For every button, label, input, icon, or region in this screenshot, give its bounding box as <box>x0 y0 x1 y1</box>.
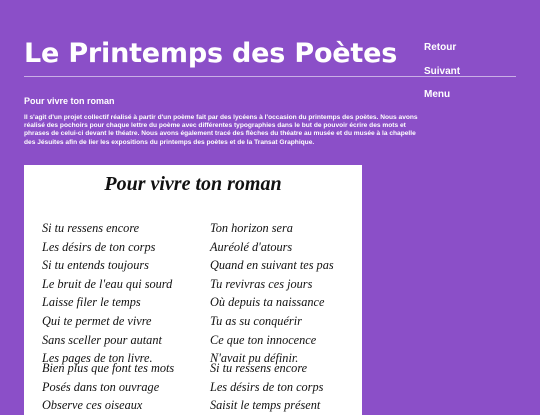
poem-stanza <box>42 219 172 368</box>
poem-line: Tu revivras ces jours <box>210 276 313 291</box>
poem-line: Les pages de ton livre. <box>42 351 153 366</box>
nav-link-suivant[interactable]: Suivant <box>424 66 461 77</box>
poem-line: Le bruit de l'eau qui sourd <box>42 276 173 291</box>
nav-link-retour[interactable]: Retour <box>424 42 457 53</box>
poem-stanza <box>210 219 334 368</box>
poem-line: Saisit le temps présent <box>210 398 321 413</box>
poem-image <box>24 165 362 415</box>
page-heading: Pour vivre ton roman <box>24 96 115 106</box>
site-title: Le Printemps des Poètes <box>24 38 398 69</box>
poem-title: Pour vivre ton roman <box>104 173 282 195</box>
poem-line: Si tu entends toujours <box>42 258 149 273</box>
poem-stanza <box>210 359 323 415</box>
poem-line: Les désirs de ton corps <box>210 379 324 394</box>
poem-line: Auréolé d'atours <box>210 239 293 254</box>
poem-line: Si tu ressens encore <box>210 361 308 375</box>
poem-line: Laisse filer le temps <box>42 295 141 310</box>
poem-stanza <box>42 359 174 415</box>
nav-link-menu[interactable]: Menu <box>424 89 451 100</box>
poem-line: Ce que ton innocence <box>210 332 317 347</box>
poem-line: Posés dans ton ouvrage <box>42 379 160 394</box>
poem-line: Si tu ressens encore <box>42 221 140 235</box>
poem-line: N'avait pu définir. <box>210 351 299 366</box>
poem-line: Tu as su conquérir <box>210 313 302 328</box>
intro-paragraph: Il s'agit d'un projet collectif réalisé à partir d'un poème fait par des lycéens à l'occasion du printemps des poètes. Nous avons réalisé des pochoirs pour chaque lettre du poème avec différentes typographies dans le but de pouvoir écrire des mots et phrases de celui-ci devant le théatre. Nous avons également tracé des flèches du théatre au musée et du musée à la chapelle des Jésuites afin de lier les expositions du printemps des poètes et de la Transat Graphique. <box>24 114 418 146</box>
poem-line: Les désirs de ton corps <box>42 239 156 254</box>
poem-line: Où depuis ta naissance <box>210 295 325 310</box>
poem-line: Quand en suivant tes pas <box>210 258 334 273</box>
poem-line: Sans sceller pour autant <box>42 332 162 347</box>
poem-line: Bien plus que font tes mots <box>42 361 175 375</box>
poem-line: Ton horizon sera <box>210 221 293 235</box>
poem-line: Qui te permet de vivre <box>42 313 152 328</box>
poem-line: Observe ces oiseaux <box>42 398 143 413</box>
